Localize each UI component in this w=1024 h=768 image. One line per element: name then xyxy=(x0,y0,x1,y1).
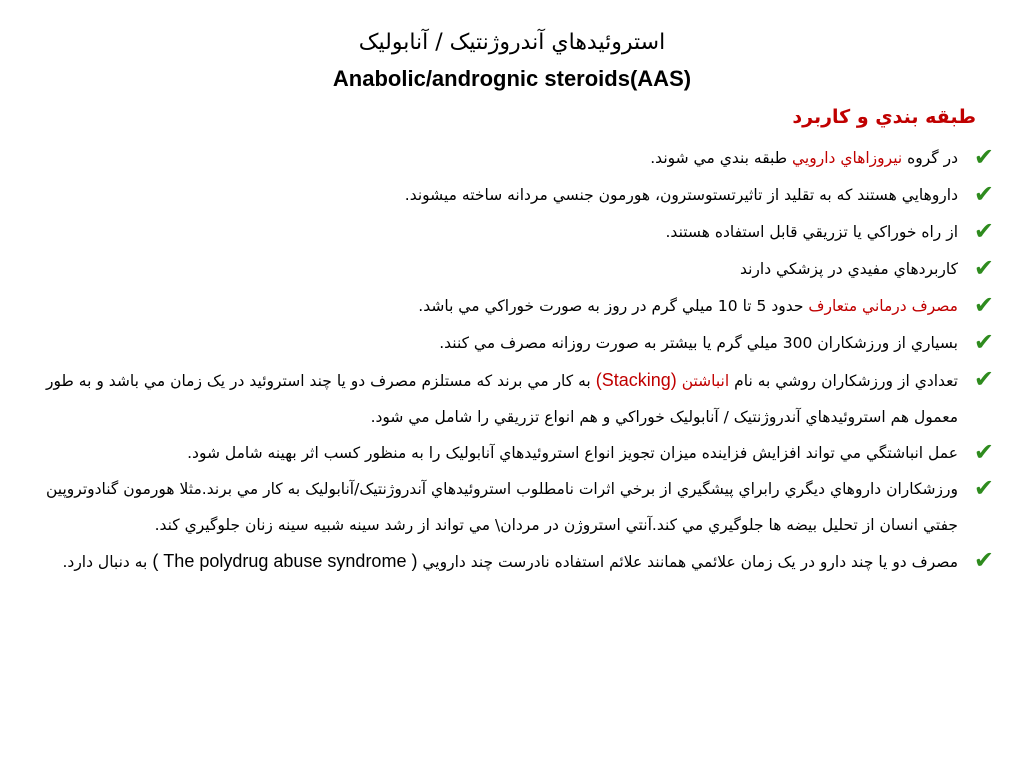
bullet-item xyxy=(46,543,996,580)
bullet-item xyxy=(46,177,996,214)
bullet-text: حدود 5 تا 10 میلي گرم در روز به صورت خوراکي مي باشد. xyxy=(418,297,804,315)
highlight-english-term: (Stacking) xyxy=(595,370,677,390)
bullet-text: ورزشکاران داروهاي دیگري رابراي پیشگیري از برخي اثرات نامطلوب استروئیدهاي آندروژنتیک/آنابولیک به کار مي برند.مثلا هورمون گنادوتروپین جفتي انسان از تحلیل بیضه ها جلوگیري مي کند.آنتي استروژن در مردان\ مي تواند از رشد سینه شبیه سینه زنان جلوگیري کند. xyxy=(46,480,958,534)
highlight-text: مصرف درماني متعارف xyxy=(808,297,958,315)
bullet-item xyxy=(46,214,996,251)
bullet-text: مصرف دو یا چند دارو در یک زمان علائمي همانند علائم استفاده نادرست چند دارویي xyxy=(422,553,958,571)
bullet-item xyxy=(46,435,996,471)
checkmark-icon: ✔ xyxy=(973,365,994,393)
highlight-text: نیروزاهاي دارویي xyxy=(792,149,903,167)
slide-title-persian: استروئیدهاي آندروژنتیک / آنابولیک xyxy=(358,30,666,55)
bullet-item xyxy=(46,362,996,435)
bullet-item xyxy=(46,140,996,177)
bullet-text: از راه خوراکي یا تزریقي قابل استفاده هستند. xyxy=(665,223,958,241)
bullet-item xyxy=(46,251,996,288)
bullet-text: کاربردهاي مفیدي در پزشکي دارند xyxy=(739,260,958,278)
bullet-text: به کار مي برند که مستلزم مصرف دو یا چند استروئید در یک زمان مي باشد و به طور معمول هم استروئیدهاي آندروژنتیک / آنابولیک خوراکي و هم انواع تزریقي را شامل مي شود. xyxy=(46,372,958,426)
bullet-item xyxy=(46,471,996,543)
english-term: ( The polydrug abuse syndrome ) xyxy=(152,551,418,571)
bullet-list xyxy=(46,140,996,580)
checkmark-icon: ✔ xyxy=(973,217,994,245)
highlight-text: انباشتن xyxy=(681,372,730,390)
bullet-text: به دنبال دارد. xyxy=(62,553,148,571)
bullet-text: تعدادي از ورزشکاران روشي به نام xyxy=(734,372,958,390)
checkmark-icon: ✔ xyxy=(973,438,994,466)
checkmark-icon: ✔ xyxy=(973,254,994,282)
checkmark-icon: ✔ xyxy=(973,546,994,574)
bullet-item xyxy=(46,288,996,325)
bullet-text: در گروه xyxy=(907,149,958,167)
checkmark-icon: ✔ xyxy=(973,328,994,356)
checkmark-icon: ✔ xyxy=(973,180,994,208)
bullet-text: داروهایي هستند که به تقلید از تاثیرتستوسترون، هورمون جنسي مردانه ساخته میشوند. xyxy=(404,186,958,204)
checkmark-icon: ✔ xyxy=(973,474,994,502)
bullet-text: عمل انباشتگي مي تواند افزایش فزاینده میزان تجویز انواع استروئیدهاي آنابولیک را به منظور کسب اثر بهینه شامل شود. xyxy=(187,444,958,462)
checkmark-icon: ✔ xyxy=(973,143,994,171)
bullet-text: طبقه بندي مي شوند. xyxy=(650,149,788,167)
slide-title-english: Anabolic/andrognic steroids(AAS) xyxy=(332,66,692,91)
section-heading: طبقه بندي و کاربرد xyxy=(792,106,976,128)
checkmark-icon: ✔ xyxy=(973,291,994,319)
bullet-text: بسیاري از ورزشکاران 300 میلي گرم یا بیشتر به صورت روزانه مصرف مي کنند. xyxy=(439,334,958,352)
bullet-item xyxy=(46,325,996,362)
